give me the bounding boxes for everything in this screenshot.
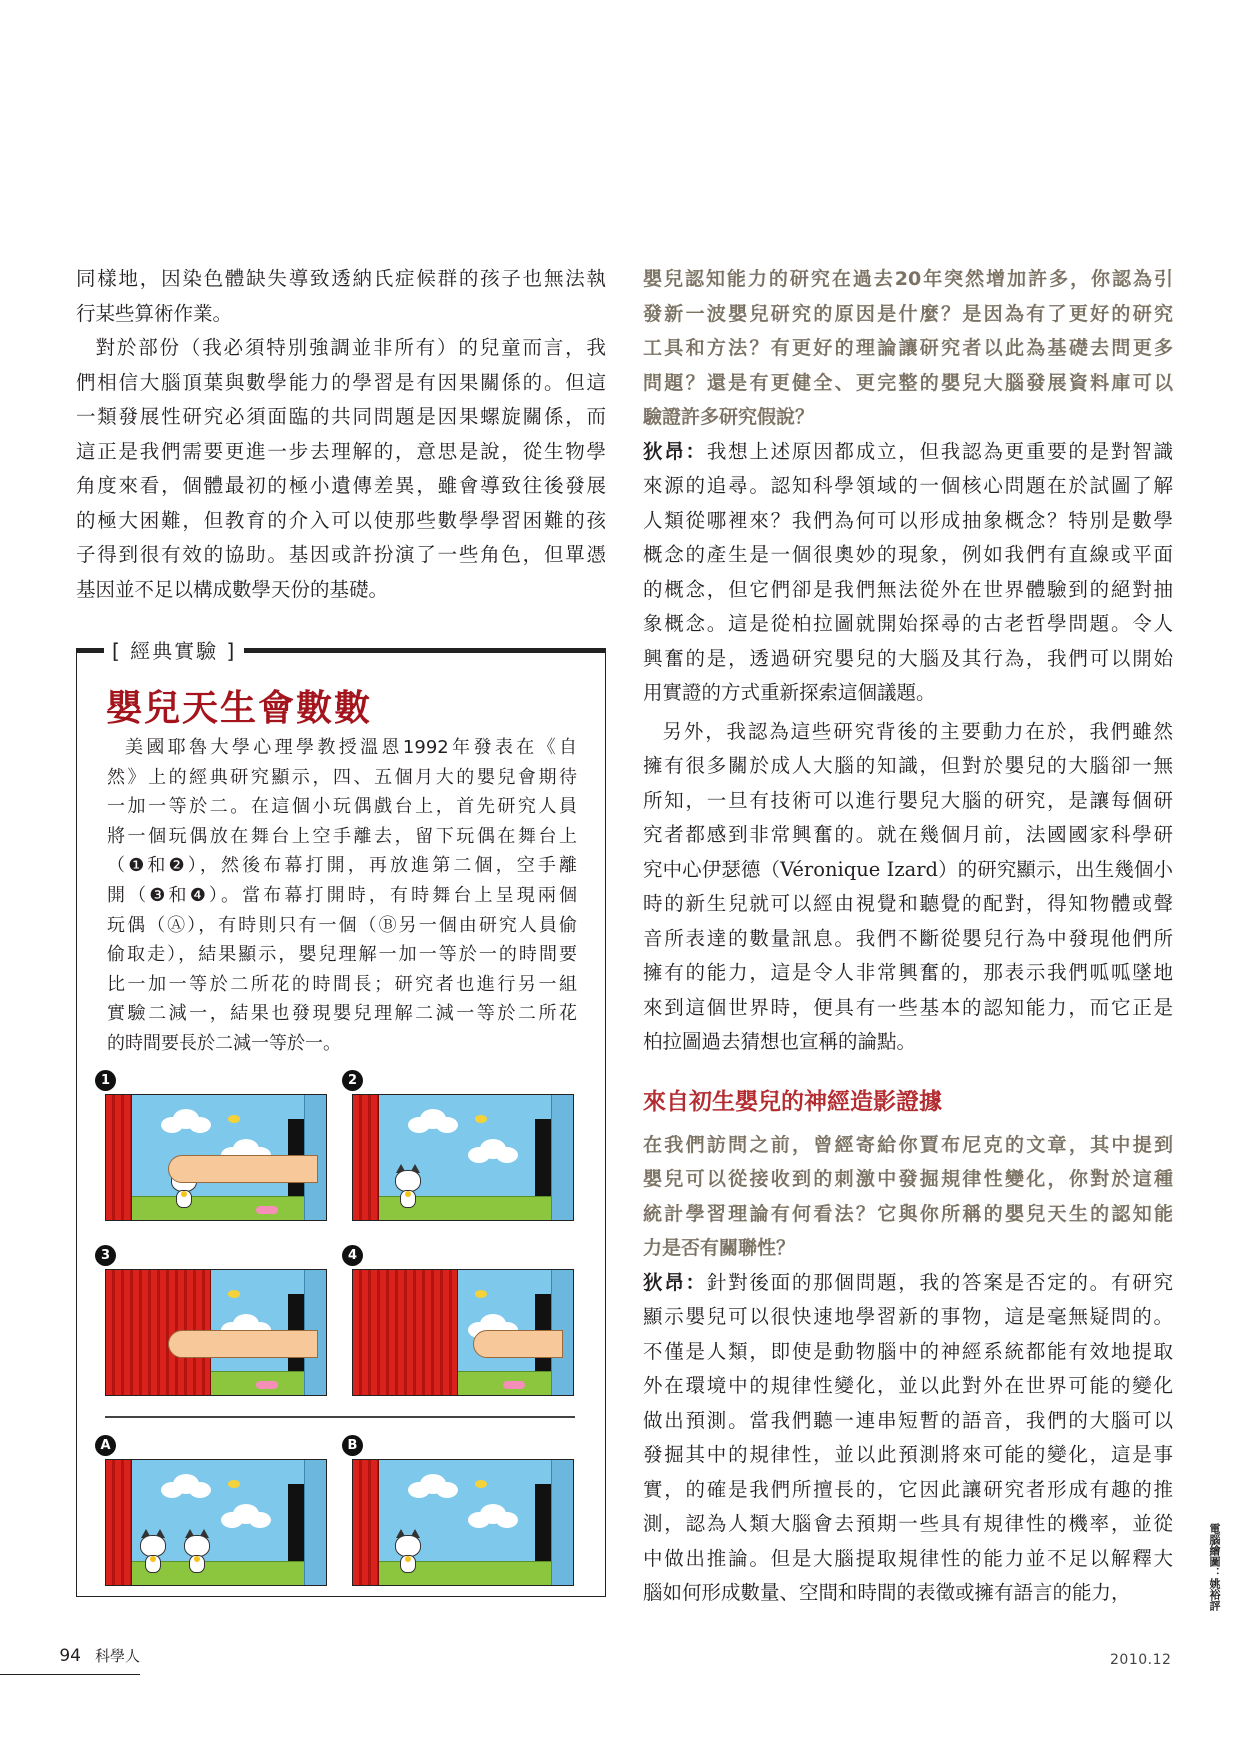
text-line <box>643 1576 1173 1611</box>
stage-wall <box>551 1095 573 1220</box>
cat-part <box>184 1535 210 1557</box>
line-text: 概念的產生是一個很奧妙的現象，例如我們有直線或平面 <box>643 543 1173 566</box>
line-text: 來到這個世界時，便具有一些基本的認知能力，而它正是 <box>643 995 1173 1019</box>
text-line: 的極大困難，但教育的介入可以使那些數學學習困難的孩 <box>76 508 606 532</box>
text-line <box>643 715 1173 750</box>
text-line <box>643 435 1173 470</box>
section-heading: 來自初生嬰兒的神經造影證據 <box>643 1087 942 1115</box>
hand <box>473 1330 563 1358</box>
panel-label: A <box>95 1435 116 1456</box>
puppet-stage-panel <box>352 1269 574 1396</box>
panel-label: 4 <box>342 1245 363 1266</box>
cloud <box>161 1117 183 1133</box>
text-line <box>643 1128 1173 1163</box>
text-line <box>643 956 1173 991</box>
line-text: 擁有的能力，這是令人非常興奮的，那表示我們呱呱墜地 <box>643 961 1173 984</box>
line-text: 實，的確是我們所擅長的，它因此讓研究者形成有趣的推 <box>643 1477 1173 1501</box>
paragraph <box>643 715 1173 1060</box>
text-line <box>643 366 1173 401</box>
cloud <box>468 1147 490 1163</box>
cat-part <box>140 1535 166 1557</box>
text-line: （❶和❷），然後布幕打開，再放進第二個，空手離 <box>107 855 577 877</box>
line-text: 做出預測。當我們聽一連串短暫的語音，我們的大腦可以 <box>643 1408 1173 1432</box>
bird <box>475 1115 487 1123</box>
right-column <box>643 262 1173 1611</box>
text-line <box>643 573 1173 608</box>
stage-door <box>535 1119 551 1196</box>
text-line <box>643 538 1173 573</box>
line-text: 究中心伊瑟德（Véronique Izard）的研究顯示，出生幾個小 <box>643 857 1173 881</box>
text-line: 基因並不足以構成數學天份的基礎。 <box>76 577 389 601</box>
line-text: 發掘其中的規律性，並以此預測將來可能的變化，這是事 <box>643 1443 1173 1466</box>
stage-floor <box>106 1561 326 1585</box>
text-line <box>643 1266 1173 1301</box>
text-line: 角度來看，個體最初的極小遺傳差異，雖會導致往後發展 <box>76 474 606 497</box>
sidebar-box-title: 嬰兒天生會數數 <box>106 688 373 729</box>
cloud <box>468 1512 490 1528</box>
puppet-stage-panel <box>352 1094 574 1221</box>
text-line: 開（❸和❹）。當布幕打開時，有時舞台上呈現兩個 <box>107 884 577 906</box>
text-line <box>643 504 1173 539</box>
text-line: 子得到很有效的協助。基因或許扮演了一些角色，但單憑 <box>76 543 606 566</box>
bird <box>475 1290 487 1298</box>
line-text: 發新一波嬰兒研究的原因是什麼？是因為有了更好的研究 <box>643 302 1173 325</box>
text-line <box>643 1404 1173 1439</box>
line-text: 驗證許多研究假說？ <box>643 406 815 428</box>
text-line: 玩偶（Ⓐ），有時則只有一個（Ⓑ另一個由研究人員偷 <box>107 914 577 936</box>
line-text: 來源的追尋。認知科學領域的一個核心問題在於試圖了解 <box>643 474 1173 497</box>
text-line: 這正是我們需要更進一步去理解的，意思是說，從生物學 <box>76 439 606 463</box>
bird <box>228 1480 240 1488</box>
text-line <box>643 1231 1173 1266</box>
direction-arrow <box>256 1381 278 1389</box>
line-text: 嬰兒認知能力的研究在過去20年突然增加許多，你認為引 <box>643 268 1173 290</box>
text-line: 們相信大腦頂葉與數學能力的學習是有因果關係的。但這 <box>76 370 606 394</box>
text-line: 將一個玩偶放在舞台上空手離去，留下玩偶在舞台上 <box>107 825 577 847</box>
line-text: 興奮的是，透過研究嬰兒的大腦及其行為，我們可以開始 <box>643 646 1173 670</box>
text-line <box>643 991 1173 1026</box>
cloud <box>408 1482 430 1498</box>
text-line: 行某些算術作業。 <box>76 301 233 325</box>
line-text: 另外，我認為這些研究背後的主要動力在於，我們雖然 <box>662 719 1173 743</box>
bird <box>228 1290 240 1298</box>
bird <box>228 1115 240 1123</box>
line-text: 測，認為人類大腦會去預期一些具有規律性的機率，並從 <box>643 1512 1173 1535</box>
puppet-stage-panel <box>105 1459 327 1586</box>
line-text: 我想上述原因都成立，但我認為更重要的是對智識 <box>706 439 1173 463</box>
interview-question <box>643 262 1173 435</box>
speaker-name: 狄昂： <box>643 439 707 463</box>
curtain <box>106 1095 132 1220</box>
text-line: 的時間要長於二減一等於一。 <box>107 1032 341 1054</box>
text-line: 美國耶魯大學心理學教授溫恩1992年發表在《自 <box>125 737 577 758</box>
line-text: 音所表達的數量訊息。我們不斷從嬰兒行為中發現他們所 <box>643 926 1173 950</box>
text-line <box>643 331 1173 366</box>
stage-floor <box>353 1196 573 1220</box>
line-text: 究者都感到非常興奮的。就在幾個月前，法國國家科學研 <box>643 823 1173 846</box>
text-line <box>643 642 1173 677</box>
line-text: 人類從哪裡來？我們為何可以形成抽象概念？特別是數學 <box>643 508 1173 532</box>
cat-part <box>181 1191 187 1197</box>
interview-answer <box>643 1266 1173 1611</box>
panel-label: 1 <box>95 1070 116 1091</box>
text-line <box>643 1162 1173 1197</box>
panel-label: 2 <box>342 1070 363 1091</box>
text-line <box>643 262 1173 297</box>
paragraph <box>76 331 606 607</box>
line-text: 柏拉圖過去猜想也宣稱的論點。 <box>643 1030 917 1053</box>
line-text: 工具和方法？有更好的理論讓研究者以此為基礎去問更多 <box>643 337 1173 359</box>
text-line <box>643 676 1173 711</box>
sidebar-box-label: [ 經典實驗 ] <box>104 636 244 666</box>
cat-part <box>194 1556 200 1562</box>
line-text: 用實證的方式重新探索這個議題。 <box>643 681 936 704</box>
text-line <box>643 297 1173 332</box>
issue-date: 2010.12 <box>1110 1652 1172 1668</box>
cat-part <box>395 1535 421 1557</box>
line-text: 所知，一旦有技術可以進行嬰兒大腦的研究，是讓每個研 <box>643 788 1173 812</box>
curtain <box>353 1460 379 1585</box>
text-line <box>643 784 1173 819</box>
text-line <box>643 1542 1173 1577</box>
text-line: 偷取走），結果顯示，嬰兒理解一加一等於一的時間要 <box>107 944 577 966</box>
text-line <box>643 1335 1173 1370</box>
footer-left <box>0 1645 140 1675</box>
line-text: 中做出推論。但是大腦提取規律性的能力並不足以解釋大 <box>643 1546 1173 1570</box>
magazine-name: 科學人 <box>94 1647 140 1665</box>
line-text: 不僅是人類，即使是動物腦中的神經系統都能有效地提取 <box>643 1339 1173 1363</box>
page-number: 94 <box>59 1646 81 1666</box>
hand <box>168 1330 318 1358</box>
text-line: 對於部份（我必須特別強調並非所有）的兒童而言，我 <box>95 336 606 359</box>
text-line <box>643 1473 1173 1508</box>
cat-puppet <box>184 1529 210 1573</box>
cloud <box>161 1482 183 1498</box>
puppet-stage-panel <box>105 1094 327 1221</box>
line-text: 力是否有關聯性？ <box>643 1237 796 1259</box>
line-text: 問題？還是有更健全、更完整的嬰兒大腦發展資料庫可以 <box>643 371 1173 394</box>
text-line: 一加一等於二。在這個小玩偶戲台上，首先研究人員 <box>107 796 577 818</box>
text-line <box>643 853 1173 888</box>
line-text: 腦如何形成數量、空間和時間的表徵或擁有語言的能力， <box>643 1581 1131 1604</box>
curtain <box>106 1460 132 1585</box>
bird <box>475 1480 487 1488</box>
text-line <box>643 749 1173 784</box>
text-line <box>643 1438 1173 1473</box>
text-line <box>643 1507 1173 1542</box>
line-text: 顯示嬰兒可以很快速地學習新的事物，這是毫無疑問的。 <box>643 1305 1173 1328</box>
stage-wall <box>304 1460 326 1585</box>
text-line <box>643 1369 1173 1404</box>
illustration-credit: 電腦繪圖：姚裕評 <box>1208 1523 1221 1611</box>
line-text: 象概念。這是從柏拉圖就開始探尋的古老哲學問題。令人 <box>643 612 1173 635</box>
cloud <box>221 1512 243 1528</box>
puppet-stage-panel <box>352 1459 574 1586</box>
line-text: 的概念，但它們卻是我們無法從外在世界體驗到的絕對抽 <box>643 577 1173 601</box>
sidebar-box-text <box>107 733 577 1059</box>
text-line: 實驗二減一，結果也發現嬰兒理解二減一等於二所花 <box>107 1003 577 1025</box>
cat-puppet <box>395 1164 421 1208</box>
stage-door <box>288 1484 304 1561</box>
text-line: 然》上的經典研究顯示，四、五個月大的嬰兒會期待 <box>107 766 577 788</box>
illustration-divider <box>105 1416 575 1418</box>
cat-part <box>150 1556 156 1562</box>
cat-puppet <box>140 1529 166 1573</box>
puppet-stage-panel <box>105 1269 327 1396</box>
text-line: 比一加一等於二所花的時間長；研究者也進行另一組 <box>107 973 577 995</box>
direction-arrow <box>256 1206 278 1214</box>
line-text: 統計學習理論有何看法？它與你所稱的嬰兒天生的認知能 <box>643 1202 1173 1225</box>
direction-arrow <box>503 1381 525 1389</box>
line-text: 時的新生兒就可以經由視覺和聽覺的配對，得知物體或聲 <box>643 892 1173 915</box>
cat-part <box>405 1191 411 1197</box>
stage-wall <box>551 1460 573 1585</box>
interview-answer <box>643 435 1173 711</box>
text-line <box>643 922 1173 957</box>
interview-question <box>643 1128 1173 1266</box>
panel-label: B <box>342 1435 363 1456</box>
speaker-name: 狄昂： <box>643 1270 707 1294</box>
left-column <box>76 262 606 607</box>
curtain <box>353 1270 458 1395</box>
line-text: 針對後面的那個問題，我的答案是否定的。有研究 <box>706 1270 1173 1294</box>
text-line <box>643 400 1173 435</box>
stage-floor <box>353 1561 573 1585</box>
cat-part <box>405 1556 411 1562</box>
cat-part <box>395 1170 421 1192</box>
line-text: 在我們訪問之前，曾經寄給你賈布尼克的文章，其中提到 <box>643 1133 1173 1156</box>
text-line <box>643 818 1173 853</box>
text-line <box>643 887 1173 922</box>
stage-door <box>535 1484 551 1561</box>
curtain <box>353 1095 379 1220</box>
text-line <box>643 607 1173 642</box>
hand <box>168 1155 318 1183</box>
text-line <box>643 1025 1173 1060</box>
text-line <box>643 469 1173 504</box>
text-line: 同樣地，因染色體缺失導致透納氏症候群的孩子也無法執 <box>76 267 606 290</box>
cloud <box>408 1117 430 1133</box>
line-text: 嬰兒可以從接收到的刺激中發掘規律性變化，你對於這種 <box>643 1168 1173 1190</box>
cat-puppet <box>395 1529 421 1573</box>
line-text: 外在環境中的規律性變化，並以此對外在世界可能的變化 <box>643 1374 1173 1397</box>
paragraph <box>76 262 606 331</box>
text-line: 一類發展性研究必須面臨的共同問題是因果螺旋關係，而 <box>76 405 606 428</box>
stage-floor <box>106 1196 326 1220</box>
text-line <box>643 1300 1173 1335</box>
panel-label: 3 <box>95 1245 116 1266</box>
text-line <box>643 1197 1173 1232</box>
line-text: 擁有很多關於成人大腦的知識，但對於嬰兒的大腦卻一無 <box>643 754 1173 777</box>
